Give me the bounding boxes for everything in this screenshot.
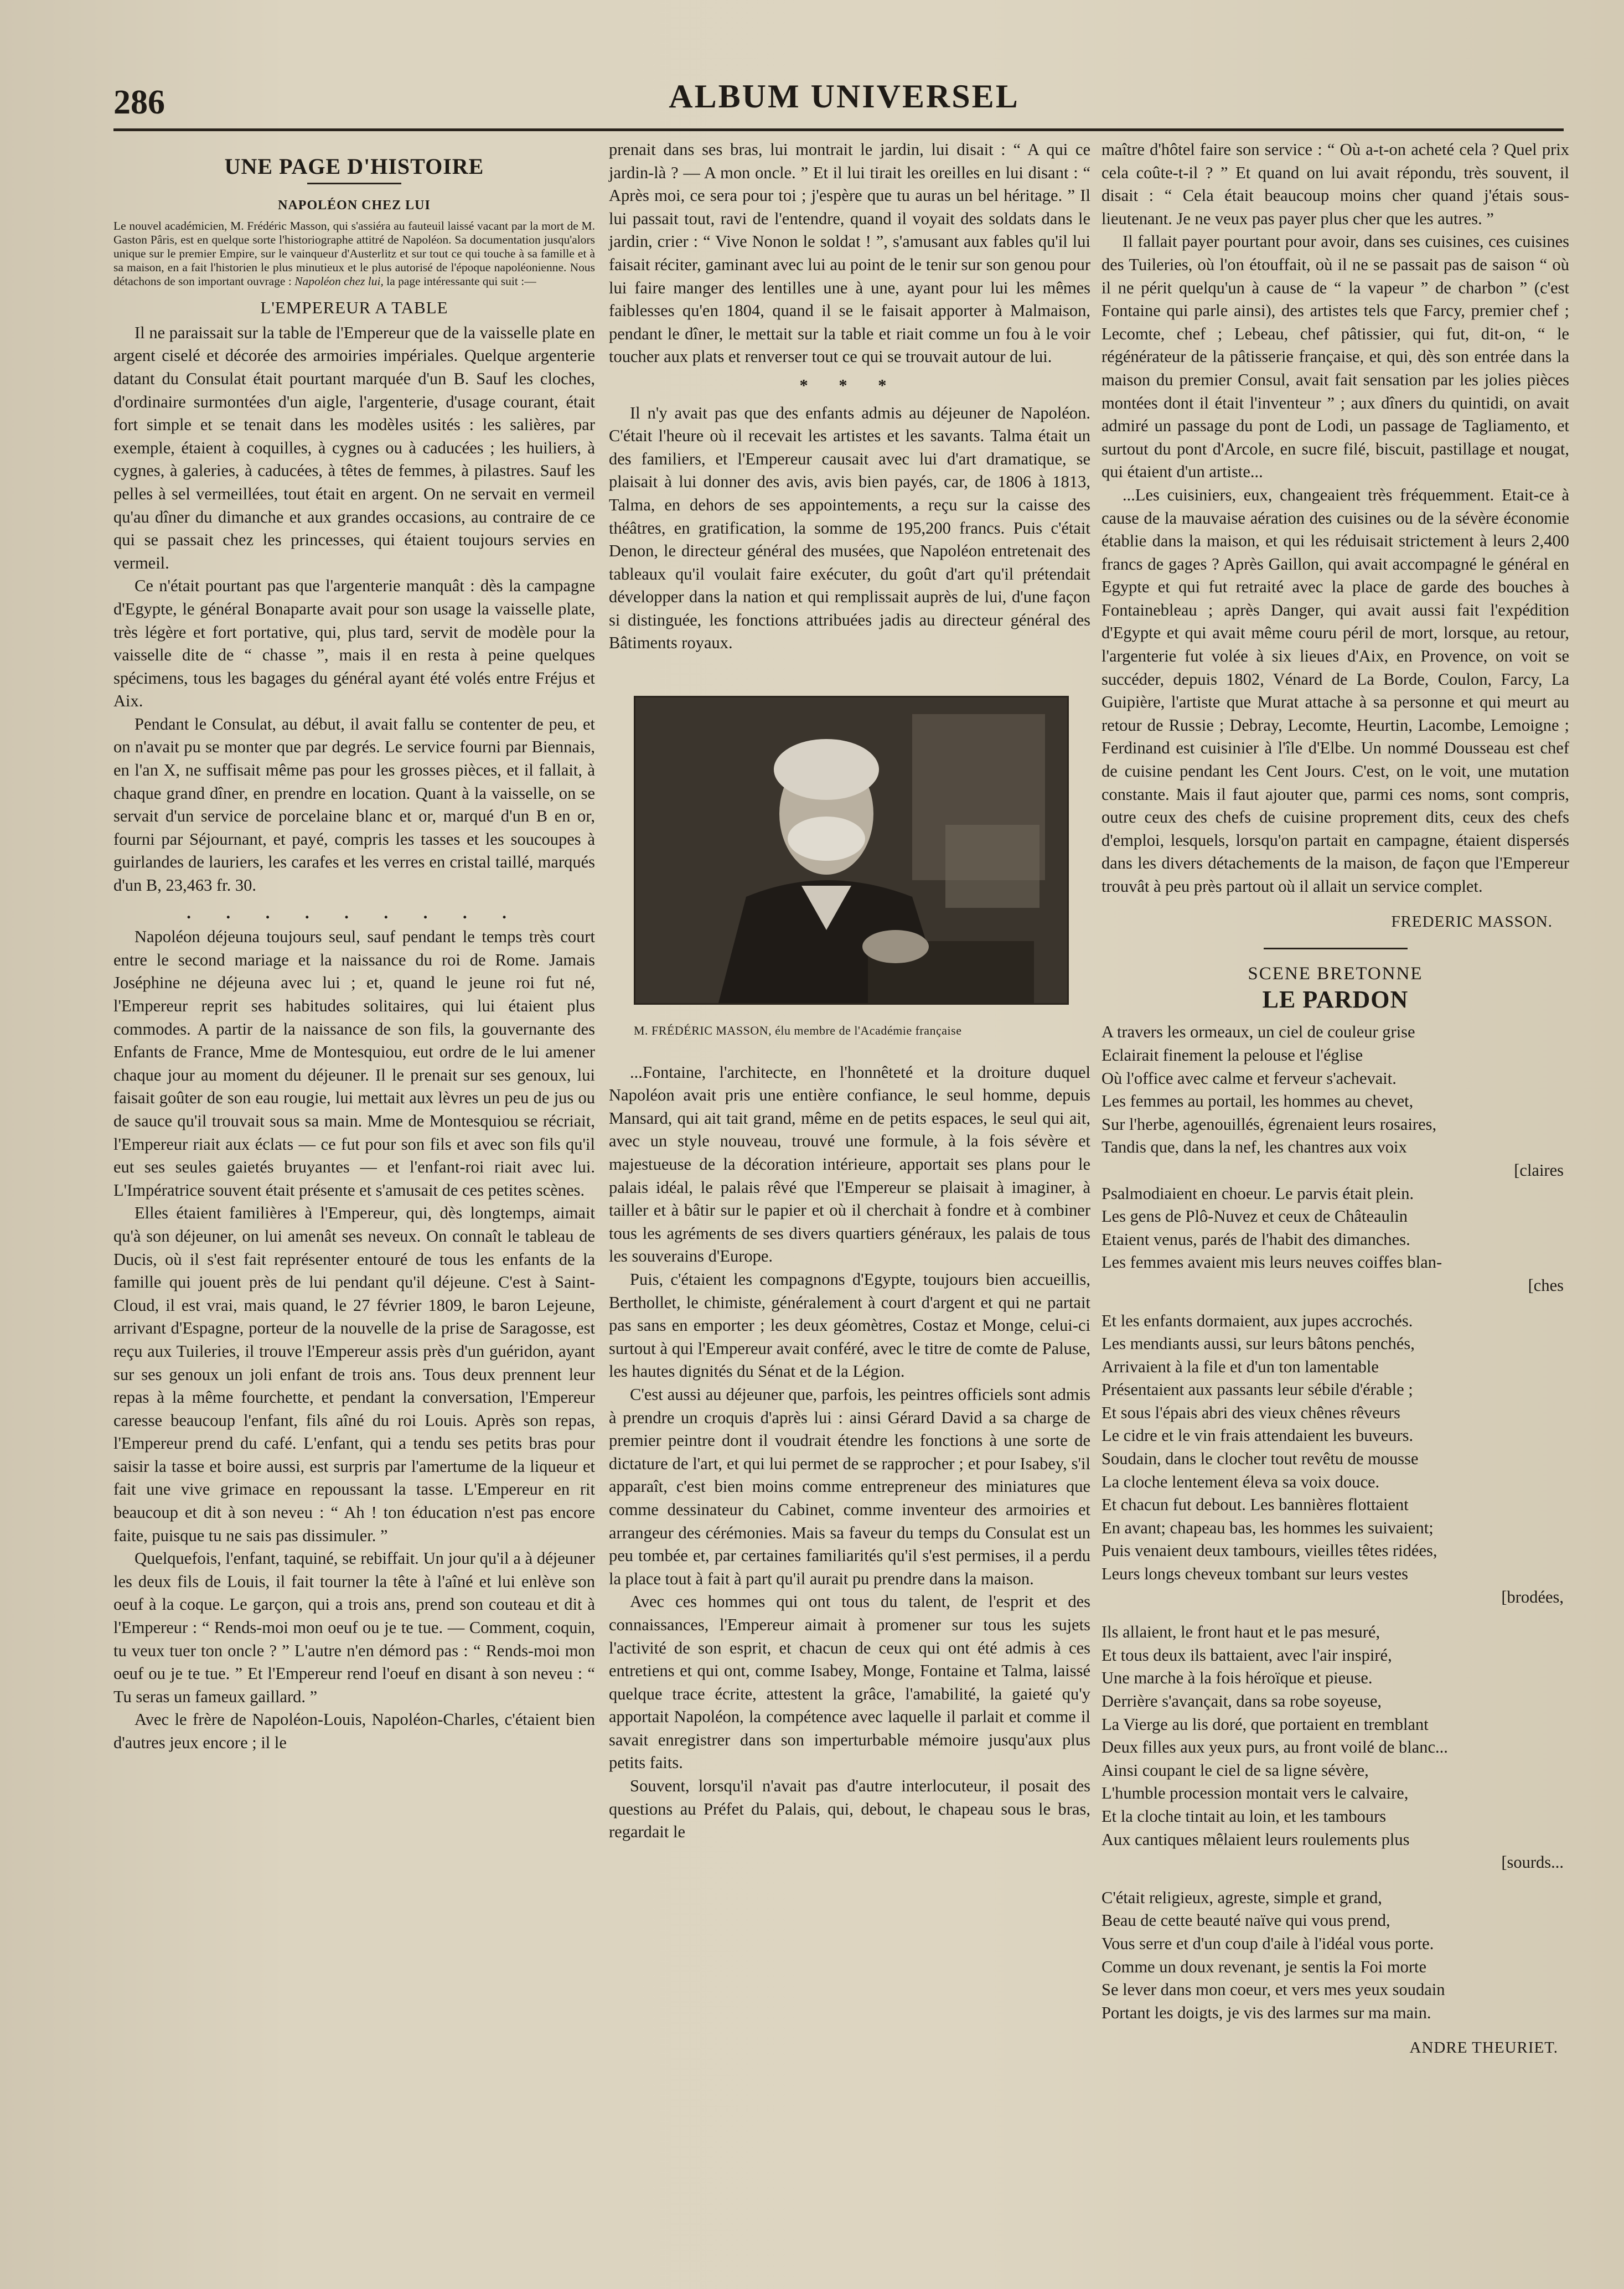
paragraph: Ce n'était pourtant pas que l'argenterie manquât : dès la campagne d'Egypte, le général Bonaparte avait pour son usage la vaisselle plate, très légère et fort portative, qui, plus tard, servit de modèle pour la vaisselle dite de “ chasse ”, mais il en resta à peine quelques spécimens, tous les bagages du général ayant été volés entre Fréjus et Aix.: [113, 576, 595, 711]
portrait-caption: [634, 1019, 1066, 1042]
paragraph: Il ne paraissait sur la table de l'Empereur que de la vaisselle plate en argent ciselé et décorée des armoiries impériales. Quelque argenterie datant du Consulat était pourtant marquée d'un B. Sauf les cloches, d'ordinaire surmontées d'un aigle, l'argenterie, d'usage courant, était fort simple et se tenait dans les modèles usités : les salières, par exemple, étaient à coquilles, à cygnes ou à caducées ; les huiliers, à cygnes, à galeries, à caducées, à têtes de femmes, à pilastres. Sauf les pelles à sel vermeillées, tout était en argent. On ne servait en vermeil qu'au dîner du dimanche et aux grandes occasions, au contraire de ce qui se passait chez les princesses, qui étaient toujours servies en vermeil.: [113, 323, 595, 572]
poem-body: [1101, 1021, 1569, 2024]
poem-line: Psalmodiaient en choeur. Le parvis était plein.: [1101, 1184, 1414, 1203]
poem-kicker: SCENE BRETONNE: [1248, 964, 1423, 984]
poem-line: Ils allaient, le front haut et le pas mesuré,: [1101, 1623, 1380, 1642]
article-signature: FREDERIC MASSON.: [1391, 912, 1553, 931]
poem-line: Ainsi coupant le ciel de sa ligne sévère,: [1101, 1760, 1369, 1780]
poem-stanza: [1101, 1887, 1569, 2025]
poem-title: LE PARDON: [1262, 985, 1409, 1013]
poem-line-continuation: [claires: [1514, 1160, 1564, 1180]
paragraph: Il n'y avait pas que des enfants admis au déjeuner de Napoléon. C'était l'heure où il recevait les artistes et les savants. Talma était un des familiers, et l'Empereur causait avec lui d'art dramatique, se plaisait à lui donner des avis, avis bien payés, car, de 1806 à 1813, Talma, en dehors de ses appointements, a reçu sur la caisse des théâtres, en gratification, la somme de 195,200 francs. Puis c'était Denon, le directeur général des musées, que Napoléon entretenait des tableaux qu'il voulait faire exécuter, du goût d'art qu'il prétendait développer dans la nation et qui remplissait auprès de lui, d'une façon si distinguée, les fonctions attribuées jadis au directeur général des Bâtiments royaux.: [609, 403, 1090, 653]
poem-line: Les gens de Plô-Nuvez et ceux de Châteaulin: [1101, 1207, 1408, 1226]
section-heading: L'EMPEREUR A TABLE: [260, 298, 448, 318]
section-break-stars: * * *: [799, 375, 900, 395]
poem-line: Le cidre et le vin frais attendaient les buveurs.: [1101, 1426, 1414, 1445]
poem-line: Derrière s'avançait, dans sa robe soyeuse,: [1101, 1692, 1382, 1711]
poem-line: A travers les ormeaux, un ciel de couleur grise: [1101, 1022, 1415, 1042]
article-intro: [113, 219, 595, 288]
poem-line: Et tous deux ils battaient, avec l'air inspiré,: [1101, 1645, 1392, 1665]
poem-signature: ANDRE THEURIET.: [1409, 2039, 1558, 2057]
paragraph: Avec ces hommes qui ont tous du talent, de l'esprit et des connaissances, l'Empereur aimait à promener sur tous les sujets l'activité de son esprit, et chacun de ceux qui ont été admis à ces entretiens et qui ont, comme Isabey, Monge, Fontaine et Talma, laissé quelque trace écrite, attestent la grâce, l'amabilité, la gaieté qu'y apportait Napoléon, la compétence avec laquelle il parlait et comme il savait enregistrer dans son imperturbable mémoire jusqu'aux plus petits faits.: [609, 1592, 1090, 1773]
header-rule: [113, 128, 1564, 131]
poem-line: Et la cloche tintait au loin, et les tambours: [1101, 1806, 1387, 1826]
poem-line: Beau de cette beauté naïve qui vous prend,: [1101, 1911, 1390, 1930]
poem-line: Vous serre et d'un coup d'aile à l'idéal vous porte.: [1101, 1934, 1434, 1953]
poem-line-continuation: [ches: [1528, 1275, 1564, 1295]
intro-text: Le nouvel académicien, M. Frédéric Masson, qui s'assiéra au fauteuil laissé vacant par la mort de M. Gaston Pâris, est en quelque sorte l'historiographe attitré de Napoléon. Sa documentation jusqu'alors unique sur le premier Empire, sur le vainqueur d'Austerlitz et sur tout ce qui touche à sa famille et à sa maison, en a fait l'historien le plus minutieux et le plus autorisé de l'époque napoléonienne. Nous détachons de son important ouvrage :: [113, 219, 595, 288]
poem-line: Sur l'herbe, agenouillés, égrenaient leurs rosaires,: [1101, 1114, 1437, 1134]
article-subtitle: NAPOLÉON CHEZ LUI: [278, 198, 431, 213]
intro-book-title: Napoléon chez lui,: [294, 275, 384, 288]
paragraph: prenait dans ses bras, lui montrait le jardin, lui disait : “ A qui ce jardin-là ? — A mon oncle. ” Et il lui tirait les oreilles en lui disant : “ Après moi, ce sera pour toi ; j'espère que tu auras un bel héritage. ” Il lui passait tout, ravi de l'entendre, quand il voyait des soldats dans le jardin, crier : “ Vive Nonon le soldat ! ”, s'amusant aux fables qu'il lui faisait réciter, gaminant avec lui au point de le tenir sur son genou pour lui faire manger des lentilles une à une, ayant pour lui les mêmes faiblesses qu'en 1804, quand il se le faisait apporter à Malmaison, pendant le dîner, le mettait sur la table et riait comme un fou à le voir toucher aux plats et renverser tout ce qui se trouvait autour de lui.: [609, 140, 1090, 366]
poem-line: C'était religieux, agreste, simple et grand,: [1101, 1888, 1382, 1907]
paragraph: Napoléon déjeuna toujours seul, sauf pendant le temps très court entre le second mariage et la naissance du roi de Rome. Jamais Joséphine ne déjeuna avec lui ; et, quand le jeune roi fut né, l'Empereur reprit ses habitudes solitaires, qui lui étaient plus commodes. A partir de la naissance de son fils, la gouvernante des Enfants de France, Mme de Montesquiou, eut ordre de le lui amener chaque jour au moment du déjeuner. Il le prenait sur ses genoux, lui faisait goûter de son eau rougie, lui mettait aux lèvres un peu de jus ou de sauce qu'il trouvait sous sa main. Mme de Montesquiou se récriait, l'Empereur riait aux éclats — ce fut pour son fils et avec son fils qu'il eut ses seules gaietés bruyantes — et l'enfant-roi riait avec lui. L'Impératrice souvent était présente et s'amusait de ces petites scènes.: [113, 927, 595, 1200]
poem-line: La Vierge au lis doré, que portaient en tremblant: [1101, 1714, 1429, 1734]
poem-line: Et les enfants dormaient, aux jupes accrochés.: [1101, 1311, 1413, 1330]
portrait-photo: [634, 696, 1069, 1005]
poem-line: Tandis que, dans la nef, les chantres aux voix: [1101, 1138, 1407, 1157]
poem-stanza: [1101, 1310, 1569, 1609]
poem-line: Etaient venus, parés de l'habit des dimanches.: [1101, 1229, 1410, 1249]
poem-line: En avant; chapeau bas, les hommes les suivaient;: [1101, 1518, 1434, 1537]
poem-line: Les femmes avaient mis leurs neuves coiffes blan-: [1101, 1253, 1442, 1272]
poem-line: L'humble procession montait vers le calvaire,: [1101, 1784, 1409, 1803]
poem-line: Et sous l'épais abri des vieux chênes rêveurs: [1101, 1403, 1400, 1422]
paragraph: Il fallait payer pourtant pour avoir, dans ses cuisines, ces cuisines des Tuileries, où l'on étouffait, où il ne se passait pas de saison “ où il ne périt quelqu'un à cause de “ la vapeur ” de charbon ” (c'est Fontaine qui parle ainsi), des artistes tels que Farcy, premier chef ; Lecomte, chef ; Lebeau, chef pâtissier, qui fut, dit-on, “ le régénérateur de la pâtisserie française, et qui, dès son entrée dans la maison du premier Consul, avait fait sensation par les jolies pièces montées dont il était l'inventeur ” ; aux dîners du quintidi, on avait admiré un passage du pont de Lodi, un passage de Tagliamento, et surtout du pont d'Arcole, en sucre filé, biscuit, pastillage et nougat, qui étaient d'un artiste...: [1101, 232, 1569, 482]
caption-text: élu membre de l'Académie française: [775, 1024, 962, 1038]
poem-line-continuation: [sourds...: [1501, 1853, 1564, 1872]
column-1: [113, 138, 595, 1755]
intro-tail: la page intéressante qui suit :—: [386, 275, 536, 288]
poem-line: Présentaient aux passants leur sébile d'érable ;: [1101, 1380, 1413, 1399]
poem-line: Comme un doux revenant, je sentis la Foi morte: [1101, 1957, 1427, 1976]
poem-line: Aux cantiques mêlaient leurs roulements plus: [1101, 1830, 1410, 1849]
column-2: [609, 138, 1090, 1844]
poem-line: Portant les doigts, je vis des larmes sur ma main.: [1101, 2003, 1431, 2022]
poem-line: Les mendiants aussi, sur leurs bâtons penchés,: [1101, 1334, 1415, 1353]
article-title: UNE PAGE D'HISTOIRE: [224, 154, 484, 179]
paragraph: ...Fontaine, l'architecte, en l'honnêteté et la droiture duquel Napoléon avait pris une entière confiance, le seul homme, depuis Mansard, qui ait tait grand, même en de petits espaces, le seul qui ait, avec un style nouveau, trouvé une formule, à la fois sévère et majestueuse de la décoration intérieure, apportait ses plans pour le palais idéal, le palais rêvé que l'Empereur se plaisait à imaginer, à tailler et à bâtir sur le papier et où il cherchait à fondre et à combiner tous les agréments de ses divers quartiers généraux, les palais de tous les souverains d'Europe.: [609, 1062, 1090, 1266]
publication-masthead: ALBUM UNIVERSEL: [669, 78, 1020, 115]
caption-name: M. FRÉDÉRIC MASSON,: [634, 1024, 772, 1038]
poem-line: Arrivaient à la file et d'un ton lamentable: [1101, 1357, 1379, 1376]
page-number: 286: [113, 84, 165, 121]
poem-line: La cloche lentement éleva sa voix douce.: [1101, 1472, 1380, 1491]
poem-line: Les femmes au portail, les hommes au chevet,: [1101, 1092, 1414, 1111]
poem-line: Où l'office avec calme et ferveur s'achevait.: [1101, 1068, 1397, 1088]
poem-line-continuation: [brodées,: [1501, 1587, 1564, 1606]
poem-line: Soudain, dans le clocher tout revêtu de mousse: [1101, 1449, 1419, 1469]
poem-line: Leurs longs cheveux tombant sur leurs vestes: [1101, 1564, 1408, 1584]
paragraph: Elles étaient familières à l'Empereur, qui, dès longtemps, aimait qu'à son déjeuner, on lui amenât ses neveux. On connaît le tableau de Ducis, où il s'est fait représenter entouré de tous les enfants de la famille qui jouent près de lui pendant qu'il déjeune. C'est à Saint-Cloud, il est vrai, mais quand, le 27 février 1809, le baron Lejeune, arrivant d'Espagne, porteur de la nouvelle de la prise de Saragosse, est reçu aux Tuileries, il trouve l'Empereur assis près d'un guéridon, ayant sur ses genoux un joli enfant de trois ans. Tous deux prennent leur repas à la même fourchette, et pendant la conversation, l'Empereur caresse beaucoup l'enfant, fils aîné du roi Louis. Après son repas, l'Empereur prend du café. L'enfant, qui a tendu ses petits bras pour saisir la tasse et boire aussi, est surpris par l'amertume de la liqueur et fait une vive grimace en repoussant la tasse. L'Empereur en rit beaucoup et dit à son neveu : “ Ah ! ton éducation n'est pas encore faite, puisque tu ne sais pas dissimuler. ”: [113, 1203, 595, 1545]
paragraph: Pendant le Consulat, au début, il avait fallu se contenter de peu, et on n'avait pu se monter que par degrés. Le service fourni par Biennais, en l'an X, ne suffisait même pas pour les grosses pièces, et il fallait, à chaque grand dîner, en prendre en location. Quant à la vaisselle, on se servait d'un service de porcelaine blanc et or, marqué d'un B en or, fourni par Séjournant, et payé, compris les tasses et les soucoupes à guirlandes de lauriers, les carafes et les verres en cristal taillé, marqués d'un B, 23,463 fr. 30.: [113, 714, 595, 895]
paragraph: Puis, c'étaient les compagnons d'Egypte, toujours bien accueillis, Berthollet, le chimiste, généralement à court d'argent et qui ne partait pas sans en emporter ; les deux géomètres, Costaz et Monge, celui-ci surtout à qui l'Empereur avait conféré, avec le titre de comte de Paluse, les hautes dignités du Sénat et de la Légion.: [609, 1270, 1090, 1381]
poem-line: Se lever dans mon coeur, et vers mes yeux soudain: [1101, 1980, 1445, 1999]
portrait-illustration: [635, 697, 1067, 1003]
paragraph: Avec le frère de Napoléon-Louis, Napoléon-Charles, c'étaient bien d'autres jeux encore ; il le: [113, 1710, 595, 1752]
paragraph: ...Les cuisiniers, eux, changeaient très fréquemment. Etait-ce à cause de la mauvaise aération des cuisines ou de la sévère économie établie dans la maison, et qui les réduisait strictement à leurs 2,400 francs de gages ? Après Gaillon, qui avait accompagné le général en Egypte et qui fut retraité avec la place de garde des bouches à Fontainebleau ; après Danger, qui avait aussi fait l'expédition d'Egypte et qui avait même couru péril de mort, lorsque, au retour, l'argenterie fut volée à six lieues d'Aix, en Provence, on voit se succéder, depuis 1802, Vénard de La Borde, Coulon, Farcy, La Guipière, l'artiste que Murat attache à sa personne et qui meurt au retour de Russie ; Debray, Lecomte, Heurtin, Lacombe, Lemoigne ; Ferdinand est cuisinier à l'île d'Elbe. Un nommé Dousseau est chef de cuisine pendant les Cent Jours. C'est, on le voit, une mutation constante. Mais il faut ajouter que, parmi ces noms, sont compris, outre ceux des chefs de cuisine proprement dits, ceux des chefs d'emploi, lesquels, lorsqu'on partait en campagne, étaient dispersés dans les divers détachements de la maison, de façon que l'Empereur trouvât à peu près partout où il allait un service complet.: [1101, 485, 1569, 896]
poem-line: Puis venaient deux tambours, vieilles têtes ridées,: [1101, 1541, 1437, 1561]
poem-stanza: [1101, 1021, 1569, 1297]
poem-line: Eclairait finement la pelouse et l'église: [1101, 1045, 1363, 1065]
poem-rule: [1264, 948, 1408, 949]
column-3: [1101, 138, 1569, 2060]
poem-line: Une marche à la fois héroïque et pieuse.: [1101, 1668, 1373, 1688]
section-break-dots: . . . . . . . . .: [187, 903, 522, 922]
title-rule: [307, 183, 401, 184]
poem-line: Deux filles aux yeux purs, au front voilé de blanc...: [1101, 1738, 1448, 1757]
portrait-figure: [634, 696, 1066, 1042]
paragraph: C'est aussi au déjeuner que, parfois, les peintres officiels sont admis à prendre un croquis d'après lui : ainsi Gérard David a sa charge de premier peintre dont il voudrait étendre les fonctions à une sorte de dictature de l'art, et qui lui permet de se rapprocher ; et pour Isabey, s'il apparaît, c'est bien moins comme entrepreneur des miniatures que comme dessinateur du Cabinet, comme inventeur des armoiries et arrangeur des cérémonies. Mais sa faveur du temps du Consulat est un peu tombée et, par certaines familiarités qu'il s'est permises, il a perdu la place tout à fait à part qu'il aurait pu prendre dans la maison.: [609, 1384, 1090, 1588]
poem-line: Et chacun fut debout. Les bannières flottaient: [1101, 1495, 1409, 1515]
paragraph: maître d'hôtel faire son service : “ Où a-t-on acheté cela ? Quel prix cela coûte-t-il ? ” Et quand on lui avait répondu, très souvent, il disait : “ Cela était beaucoup moins cher quand j'étais sous-lieutenant. Je ne veux pas payer plus cher que les autres. ”: [1101, 140, 1569, 228]
paragraph: Souvent, lorsqu'il n'avait pas d'autre interlocuteur, il posait des questions au Préfet du Palais, qui, debout, le chapeau sous le bras, regardait le: [609, 1776, 1090, 1842]
poem-stanza: [1101, 1621, 1569, 1874]
paragraph: Quelquefois, l'enfant, taquiné, se rebiffait. Un jour qu'il a à déjeuner les deux fils de Louis, il fait tourner la tête à l'aîné et lui enlève son oeuf à la coque. Le garçon, qui a trois ans, prend son couteau et dit à l'Empereur : “ Rends-moi mon oeuf ou je te tue. — Comment, coquin, tu veux tuer ton oncle ? ” L'autre n'en démord pas : “ Rends-moi mon oeuf ou je te tue. ” Et l'Empereur rend l'oeuf en disant à son neveu : “ Tu seras un fameux gaillard. ”: [113, 1549, 595, 1706]
